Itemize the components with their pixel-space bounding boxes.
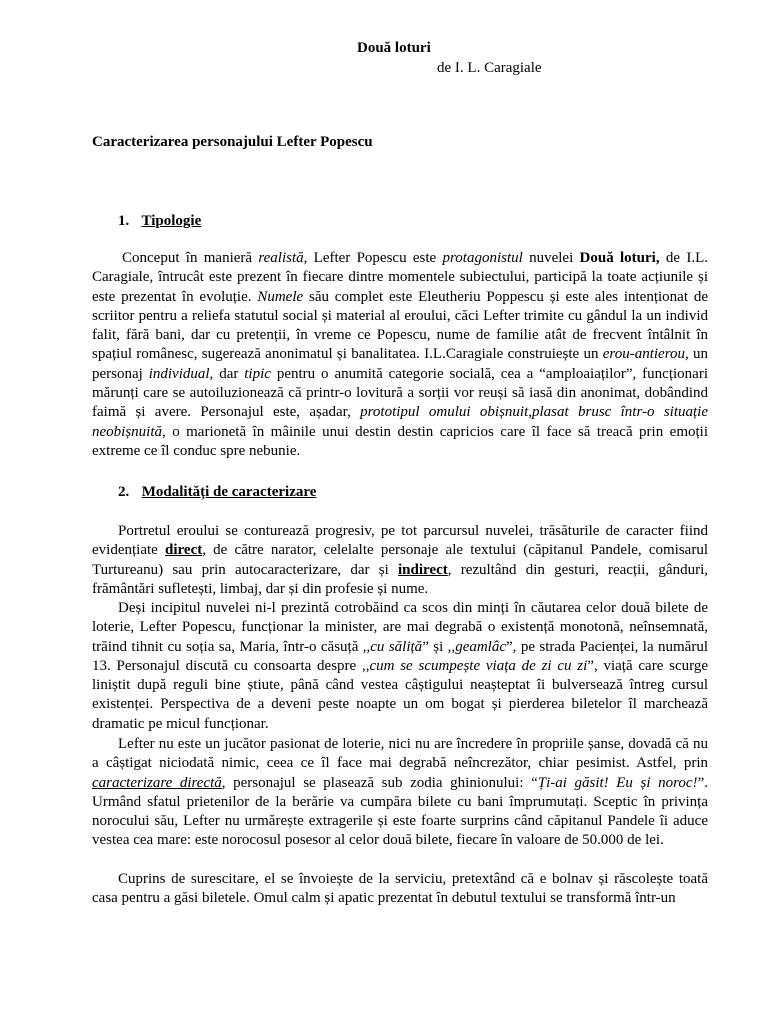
paragraph-tipologie: Conceput în manieră realistă, Lefter Popescu este protagonistul nuvelei Două loturi, de I.L. Caragiale, întrucât este prezent în fiecare dintre momentele subiectului, participă la toate acțiunile și este prezentat în evoluție. Numele său complet este Eleutheriu Poppescu și este ales intenționat de scriitor pentru a reliefa statutul social și material al eroului, căci Lefter trimite cu gândul la un individ falit, fără bani, dar cu pretenții, în vreme ce Popescu, nume de familie atât de frecvent întâlnit în spațiul românesc, sugerează anonimatul și banalitatea. I.L.Caragiale construiește un erou-antierou, un personaj individual, dar tipic pentru o anumită categorie socială, cea a “amploaiaților”, funcționari mărunți care se autoiluzionează că printr-o lovitură a sorții vor reuși să iasă din anonimat, dobândind faimă și avere. Personajul este, așadar, prototipul omului obișnuit,plasat brusc într-o situație neobișnuită, o marionetă în mâinile unui destin destin capricios care îl face să treacă prin emoții extreme ce îl conduc spre nebunie.: [92, 250, 709, 459]
section-number: 1.: [118, 213, 130, 229]
paragraph-ghinion: Lefter nu este un jucător pasionat de loterie, nici nu are încredere în propriile șanse, dovadă că nu a câștigat niciodată nimic, ceea ce îl face mai degrabă neîncrezător, chiar pesimist. Astfel, prin caracterizare directă, personajul se plasează sub zodia ghinionului: “Ți-ai găsit! Eu și noroc!”. Urmând sfatul prietenilor de la berărie va cumpăra bilete cu bani împrumutați. Sceptic în privința norocului său, Lefter nu urmărește extragerile și este foarte surprins când căpitanul Pandele îi aduce vestea cea mare: este norocosul posesor al celor două bilete, fiecare în valoare de 50.000 de lei.: [92, 736, 708, 849]
document-author: de I. L. Caragiale: [437, 60, 542, 76]
section-label: Modalități de caracterizare: [141, 484, 317, 500]
section-number: 2.: [118, 484, 130, 500]
paragraph-surescitare: Cuprins de surescitare, el se învoiește de la serviciu, pretextând că e bolnav și răscolește toată casa pentru a găsi biletele. Omul calm și apatic prezentat în debutul textului se transformă într-un: [92, 871, 708, 907]
section-label: Tipologie: [141, 213, 202, 229]
main-heading: Caracterizarea personajului Lefter Popescu: [92, 134, 373, 150]
document-title: Două loturi: [357, 40, 431, 56]
paragraph-incipit: Deși incipitul nuvelei ni-l prezintă cotrobăind ca scos din minți în căutarea celor două bilete de loterie, Lefter Popescu, funcționar la minister, are mai degrabă o existență monotonă, neînsemnată, trăind tihnit cu soția sa, Maria, într-o căsuță ,,cu săliță” și ,,geamlâc”, pe strada Pacienței, la numărul 13. Personajul discută cu consoarta despre ,,cum se scumpește viața de zi cu zi”, viață care scurge liniștit după reguli bine știute, până când vestea câștigului neașteptat îi bulversează întreg cursul existenței. Perspectiva de a deveni peste noapte un om bogat și pierderea biletelor îl marchează dramatic pe micul funcționar.: [92, 600, 709, 732]
section-heading-tipologie: [118, 213, 201, 230]
paragraph-portret: Portretul eroului se conturează progresiv, pe tot parcursul nuvelei, trăsăturile de caracter fiind evidențiate direct, de către narator, celelalte personaje ale textului (căpitanul Pandele, comisarul Turtureanu) sau prin autocaracterizare, dar și indirect, rezultând din gesturi, reacții, gânduri, frământări sufletești, limbaj, dar și din profesie și nume.: [92, 523, 708, 597]
section-heading-modalitati: [118, 484, 316, 501]
